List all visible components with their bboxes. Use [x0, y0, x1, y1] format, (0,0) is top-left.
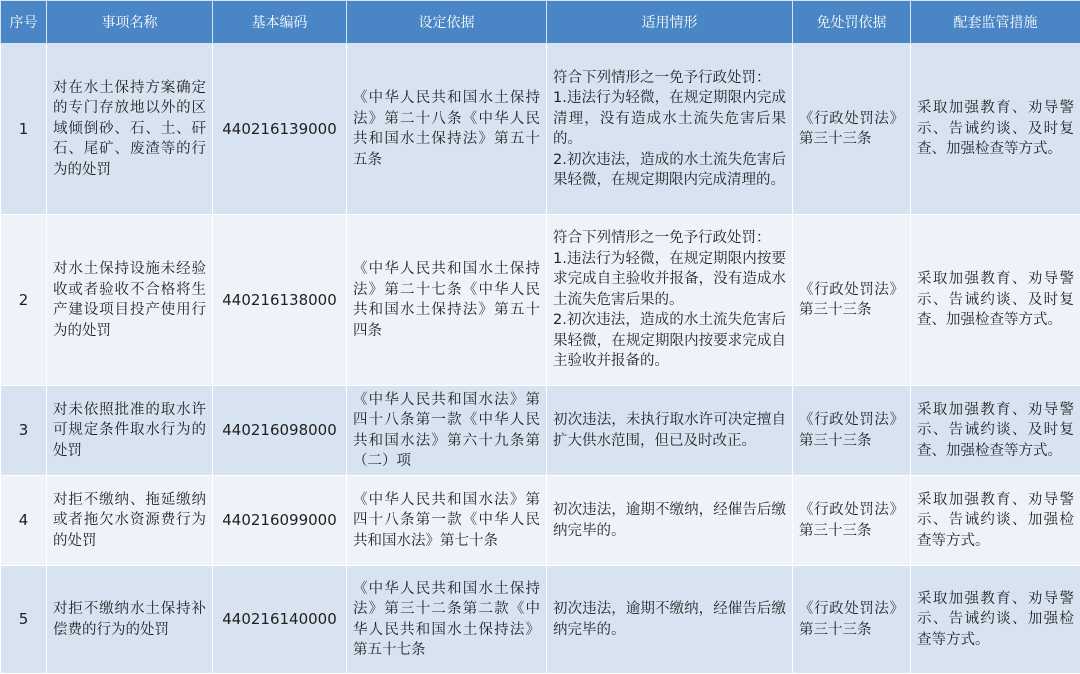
header-measures: 配套监管措施	[911, 1, 1080, 44]
cell-basis: 《中华人民共和国水土保持法》第二十八条《中华人民共和国水土保持法》第五十五条	[347, 44, 547, 215]
table-row	[1, 566, 1080, 674]
cell-exempt: 《行政处罚法》第三十三条	[793, 215, 911, 386]
cell-code: 440216098000	[213, 386, 347, 476]
table-row	[1, 476, 1080, 566]
table-row	[1, 386, 1080, 476]
table-row	[1, 215, 1080, 386]
header-situation: 适用情形	[547, 1, 793, 44]
cell-measures: 采取加强教育、劝导警示、告诫约谈、及时复查、加强检查等方式。	[911, 44, 1080, 215]
cell-basis: 《中华人民共和国水土保持法》第二十七条《中华人民共和国水土保持法》第五十四条	[347, 215, 547, 386]
cell-name: 对水土保持设施未经验收或者验收不合格将生产建设项目投产使用行为的处罚	[47, 215, 213, 386]
cell-situation: 初次违法，逾期不缴纳，经催告后缴纳完毕的。	[547, 566, 793, 674]
cell-basis: 《中华人民共和国水法》第四十八条第一款《中华人民共和国水法》第六十九条第（二）项	[347, 386, 547, 476]
cell-code: 440216139000	[213, 44, 347, 215]
cell-seq: 5	[1, 566, 47, 674]
cell-code: 440216140000	[213, 566, 347, 674]
header-code: 基本编码	[213, 1, 347, 44]
table-row	[1, 44, 1080, 215]
cell-situation	[547, 215, 793, 386]
cell-measures: 采取加强教育、劝导警示、告诫约谈、及时复查、加强检查等方式。	[911, 215, 1080, 386]
situation-item-1: 1.违法行为轻微，在规定期限内按要求完成自主验收并报备，没有造成水土流失危害后果的。	[553, 249, 786, 311]
situation-item-1: 1.违法行为轻微，在规定期限内完成清理，没有造成水土流失危害后果的。	[553, 88, 786, 150]
cell-exempt: 《行政处罚法》第三十三条	[793, 566, 911, 674]
situation-intro: 符合下列情形之一免予行政处罚：	[553, 228, 786, 249]
situation-item-2: 2.初次违法，造成的水土流失危害后果轻微，在规定期限内完成清理的。	[553, 150, 786, 191]
cell-seq: 2	[1, 215, 47, 386]
cell-basis: 《中华人民共和国水法》第四十八条第一款《中华人民共和国水法》第七十条	[347, 476, 547, 566]
cell-situation: 初次违法，未执行取水许可决定擅自扩大供水范围，但已及时改正。	[547, 386, 793, 476]
cell-basis: 《中华人民共和国水土保持法》第三十二条第二款《中华人民共和国水土保持法》第五十七条	[347, 566, 547, 674]
cell-code: 440216138000	[213, 215, 347, 386]
cell-measures: 采取加强教育、劝导警示、告诫约谈、及时复查、加强检查等方式。	[911, 386, 1080, 476]
cell-seq: 1	[1, 44, 47, 215]
cell-seq: 4	[1, 476, 47, 566]
cell-name: 对在水土保持方案确定的专门存放地以外的区域倾倒砂、石、土、矸石、尾矿、废渣等的行为的处罚	[47, 44, 213, 215]
header-basis: 设定依据	[347, 1, 547, 44]
cell-situation	[547, 44, 793, 215]
cell-exempt: 《行政处罚法》第三十三条	[793, 386, 911, 476]
header-seq: 序号	[1, 1, 47, 44]
cell-seq: 3	[1, 386, 47, 476]
cell-exempt: 《行政处罚法》第三十三条	[793, 44, 911, 215]
cell-code: 440216099000	[213, 476, 347, 566]
situation-intro: 符合下列情形之一免予行政处罚：	[553, 68, 786, 89]
header-exempt: 免处罚依据	[793, 1, 911, 44]
cell-name: 对拒不缴纳、拖延缴纳或者拖欠水资源费行为的处罚	[47, 476, 213, 566]
cell-name: 对未依照批准的取水许可规定条件取水行为的处罚	[47, 386, 213, 476]
situation-item-2: 2.初次违法，造成的水土流失危害后果轻微，在规定期限内按要求完成自主验收并报备的。	[553, 310, 786, 372]
cell-situation: 初次违法，逾期不缴纳，经催告后缴纳完毕的。	[547, 476, 793, 566]
cell-name: 对拒不缴纳水土保持补偿费的行为的处罚	[47, 566, 213, 674]
cell-measures: 采取加强教育、劝导警示、告诫约谈、加强检查等方式。	[911, 566, 1080, 674]
header-name: 事项名称	[47, 1, 213, 44]
header-row	[1, 1, 1080, 44]
cell-measures: 采取加强教育、劝导警示、告诫约谈、加强检查等方式。	[911, 476, 1080, 566]
cell-exempt: 《行政处罚法》第三十三条	[793, 476, 911, 566]
